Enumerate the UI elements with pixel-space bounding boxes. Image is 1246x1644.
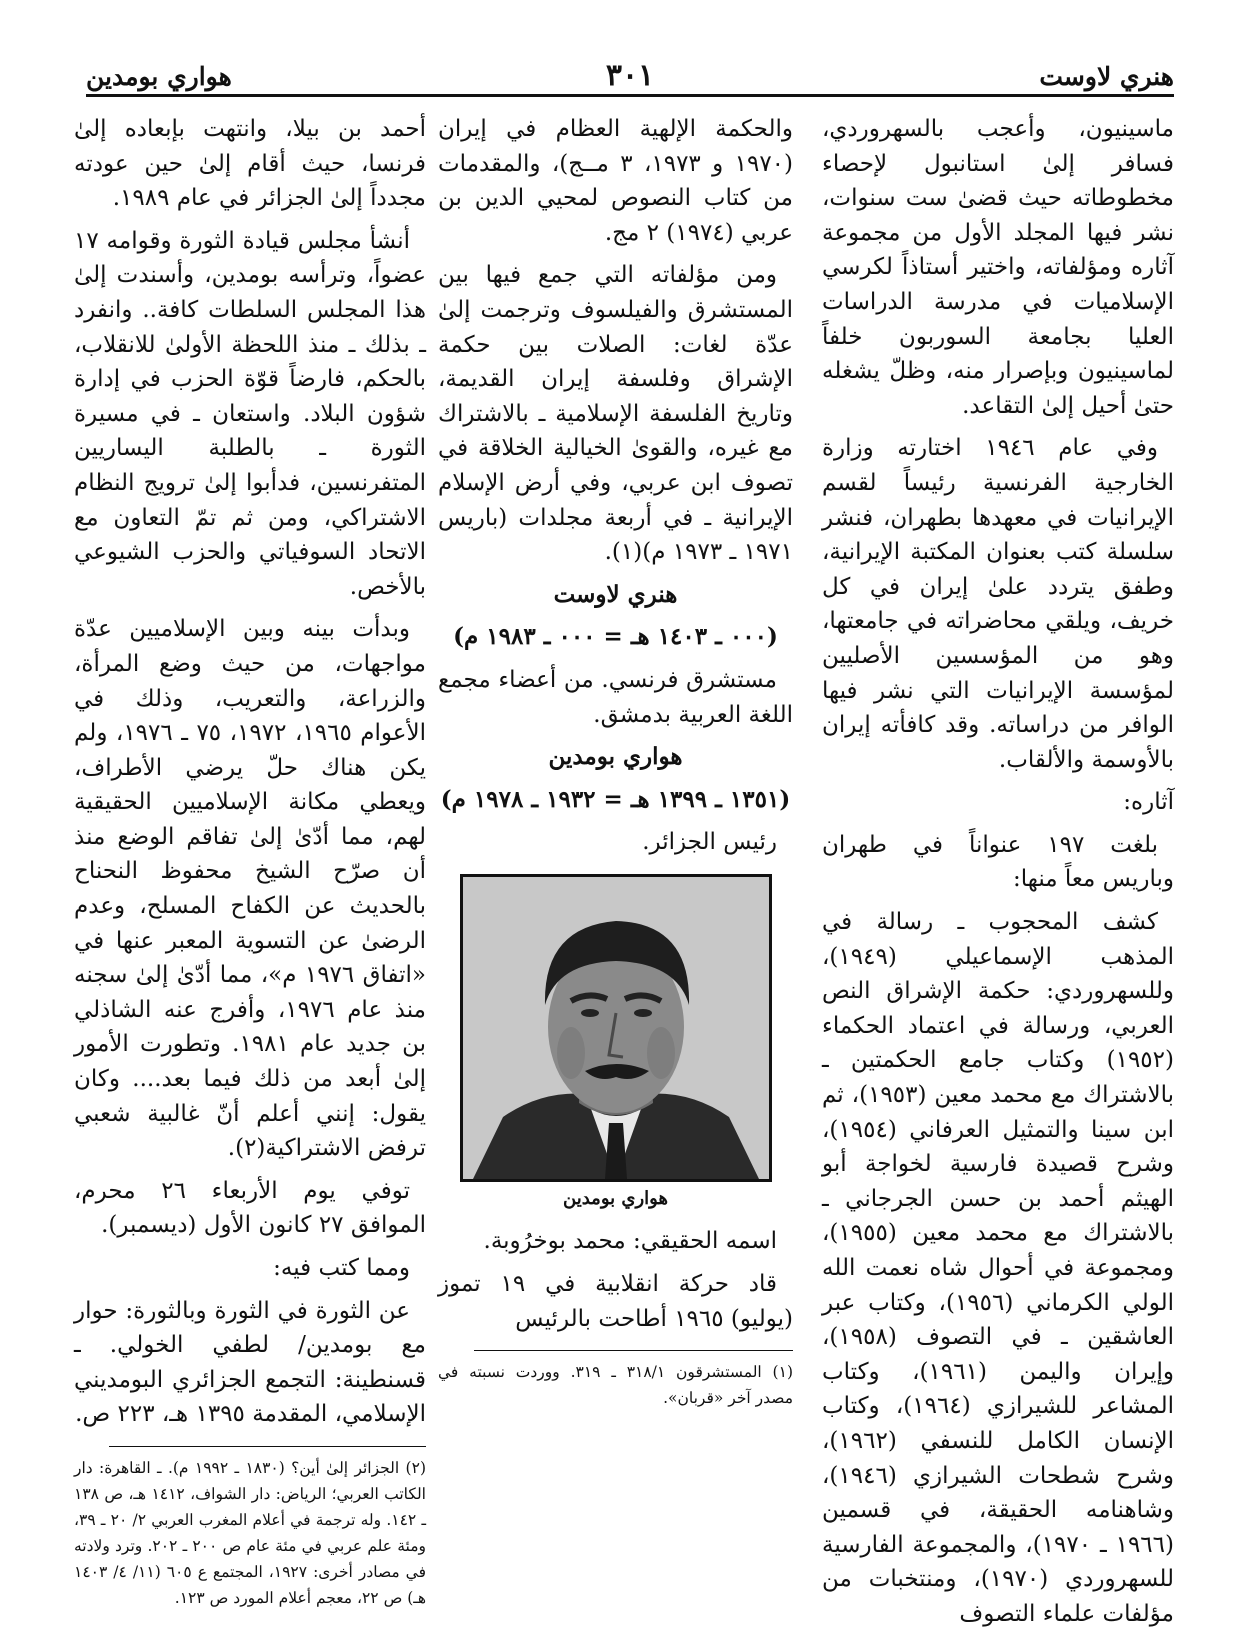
footnote-rule (474, 1350, 794, 1351)
photo-caption: هواري بومدين (563, 1187, 668, 1209)
header-left-title: هواري بومدين (86, 62, 232, 91)
paragraph: قاد حركة انقلابية في ١٩ تموز (يوليو) ١٩٦٥ أطاحت بالرئيس (438, 1271, 793, 1332)
entry-dates-boumediene: (١٣٥١ ـ ١٣٩٩ هـ = ١٩٣٢ ـ ١٩٧٨ م) (440, 785, 791, 813)
entry-title-laoust: هنري لاوست (553, 580, 678, 608)
entry-description-laoust: مستشرق فرنسي. من أعضاء مجمع اللغة العربية بدمشق. (438, 666, 793, 728)
entry-title-boumediene: هواري بومدين (548, 743, 683, 771)
entry-dates-laoust: (٠٠٠ ـ ١٤٠٣ هـ = ٠٠٠ ـ ١٩٨٣ م) (453, 623, 778, 651)
footnote-rule (109, 1446, 426, 1447)
paragraph: ومن مؤلفاته التي جمع فيها بين المستشرق والفيلسوف وترجمت إلىٰ عدّة لغات: الصلات بين حكمة الإشراق وفلسفة إيران القديمة، وتاريخ الفلسفة الإسلامية ـ بالاشتراك مع غيره، والقوىٰ الخيالية الخلاقة في تصوف ابن عربي، وفي أرض الإسلام الإيرانية ـ في أربعة مجلدات (باريس ١٩٧١ ـ ١٩٧٣ م)(١). (438, 262, 793, 566)
paragraph: عن الثورة في الثورة وبالثورة: حوار مع بومدين/ لطفي الخولي. ـ قسنطينة: التجمع الجزائري البومديني الإسلامي، المقدمة ١٣٩٥ هـ، ٢٢٣ ص. (74, 1297, 426, 1428)
paragraph: والحكمة الإلهية العظام في إيران (١٩٧٠ و ١٩٧٣، ٣ مــج)، والمقدمات من كتاب النصوص لمحيي الدين بن عربي (١٩٧٤) ٢ مج. (438, 116, 794, 246)
paragraph: بلغت ١٩٧ عنواناً في طهران وباريس معاً منها: (822, 831, 1174, 893)
entry-description-boumediene: رئيس الجزائر. (642, 829, 777, 856)
running-header (86, 54, 1174, 97)
column-left (74, 112, 426, 1611)
works-label: آثاره: (1123, 789, 1174, 816)
paragraph: كشف المحجوب ـ رسالة في المذهب الإسماعيلي (١٩٤٩)، وللسهروردي: حكمة الإشراق النص العربي، ورسالة في اعتماد الحكماء (١٩٥٢) وكتاب جامع الحكمتين ـ بالاشتراك مع محمد معين (١٩٥٣)، ثم ابن سينا والتمثيل العرفاني (١٩٥٤)، وشرح قصيدة فارسية لخواجة أبو الهيثم أحمد بن حسن الجرجاني ـ بالاشتراك مع محمد معين (١٩٥٥)، ومجموعة في أحوال شاه نعمت الله الولي الكرماني (١٩٥٦)، وكتاب عبر العاشقين ـ في التصوف (١٩٥٨)، وإيران واليمن (١٩٦١)، وكتاب المشاعر للشيرازي (١٩٦٤)، وكتاب الإنسان الكامل للنسفي (١٩٦٢)، وشرح شطحات الشيرازي (١٩٤٦)، وشاهنامه الحقيقة، في قسمين (١٩٦٦ ـ ١٩٧٠)، والمجموعة الفارسية للسهروردي (١٩٧٠)، ومنتخبات من مؤلفات علماء التصوف (822, 909, 1175, 1627)
page-number: ٣٠١ (605, 58, 655, 93)
paragraph: اسمه الحقيقي: محمد بوخرُوبة. (483, 1228, 777, 1255)
paragraph: توفي يوم الأربعاء ٢٦ محرم، الموافق ٢٧ كانون الأول (ديسمبر). (74, 1177, 426, 1239)
paragraph: ومما كتب فيه: (273, 1255, 410, 1281)
paragraph: أنشأ مجلس قيادة الثورة وقوامه ١٧ عضواً، وترأسه بومدين، وأسندت إلىٰ هذا المجلس السلطات كافة.. وانفرد ـ بذلك ـ منذ اللحظة الأولىٰ للانقلاب، بالحكم، فارضاً قوّة الحزب في إدارة شؤون البلاد. واستعان ـ في مسيرة الثورة ـ بالطلبة اليساريين المتفرنسين، فدأبوا إلىٰ ترويج النظام الاشتراكي، ومن ثم تمّ التعاون مع الاتحاد السوفياتي والحزب الشيوعي بالأخص. (74, 227, 426, 600)
column-right (822, 112, 1174, 1640)
footnote-1: (١) المستشرقون ٣١٨/١ ـ ٣١٩. ووردت نسبته في مصدر آخر «قربان». (438, 1363, 793, 1408)
paragraph: وبدأت بينه وبين الإسلاميين عدّة مواجهات، من حيث وضع المرأة، والزراعة، والتعريب، وذلك في الأعوام ١٩٦٥، ١٩٧٢، ٧٥ ـ ١٩٧٦، ولم يكن هناك حلّ يرضي الأطراف، ويعطي مكانة الإسلاميين الحقيقية لهم، مما أدّىٰ إلىٰ تفاقم الوضع منذ أن صرّح الشيخ محفوظ النحناح بالحديث عن الكفاح المسلح، وعدم الرضىٰ عن التسوية المعبر عنها في «اتفاق ١٩٧٦ م»، مما أدّىٰ إلىٰ سجنه منذ عام ١٩٧٦، وأفرج عنه الشاذلي بن جديد عام ١٩٨١. وتطورت الأمور إلىٰ أبعد من ذلك فيما بعد.... وكان يقول: إنني أعلم أنّ غالبية شعبي ترفض الاشتراكية(٢). (74, 616, 427, 1162)
footnote-2: (٢) الجزائر إلىٰ أين؟ (١٨٣٠ ـ ١٩٩٢ م). ـ القاهرة: دار الكاتب العربي؛ الرياض: دار الشواف، ١٤١٢ هـ، ص ١٣٨ ـ ١٤٢. وله ترجمة في أعلام المغرب العربي ٢/ ٢٠ ـ ٣٩، ومئة علم عربي في مئة عام ص ٢٠٠ ـ ٢٠٢. وترد ولادته في مصادر أخرى: ١٩٢٧، المجتمع ع ٦٠٥ (١١/ ٤/ ١٤٠٣ هـ) ص ٢٢، معجم أعلام المورد ص ١٢٣. (74, 1458, 427, 1607)
portrait-photo (460, 874, 772, 1182)
paragraph: وفي عام ١٩٤٦ اختارته وزارة الخارجية الفرنسية رئيساً لقسم الإيرانيات في معهدها بطهران، فنشر سلسلة كتب بعنوان المكتبة الإيرانية، وطفق يتردد علىٰ إيران في كل خريف، ويلقي محاضراته في جامعتها، وهو من المؤسسين الأصليين لمؤسسة الإيرانيات التي نشر فيها الوافر من دراساته. وقد كافأته إيران بالأوسمة والألقاب. (822, 435, 1174, 773)
column-middle (438, 112, 793, 1411)
paragraph: أحمد بن بيلا، وانتهت بإبعاده إلىٰ فرنسا، حيث أقام إلىٰ حين عودته مجدداً إلىٰ الجزائر في عام ١٩٨٩. (74, 116, 426, 212)
paragraph: ماسينيون، وأعجب بالسهروردي، فسافر إلىٰ استانبول لإحصاء مخطوطاته حيث قضىٰ ست سنوات، نشر فيها المجلد الأول من مجموعة آثاره ومؤلفاته، واختير أستاذاً لكرسي الإسلاميات في مدرسة الدراسات العليا بجامعة السوربون خلفاً لماسينيون وبإصرار منه، وظلّ يشغله حتىٰ أحيل إلىٰ التقاعد. (822, 116, 1174, 419)
header-right-title: هنري لاوست (1039, 62, 1174, 91)
